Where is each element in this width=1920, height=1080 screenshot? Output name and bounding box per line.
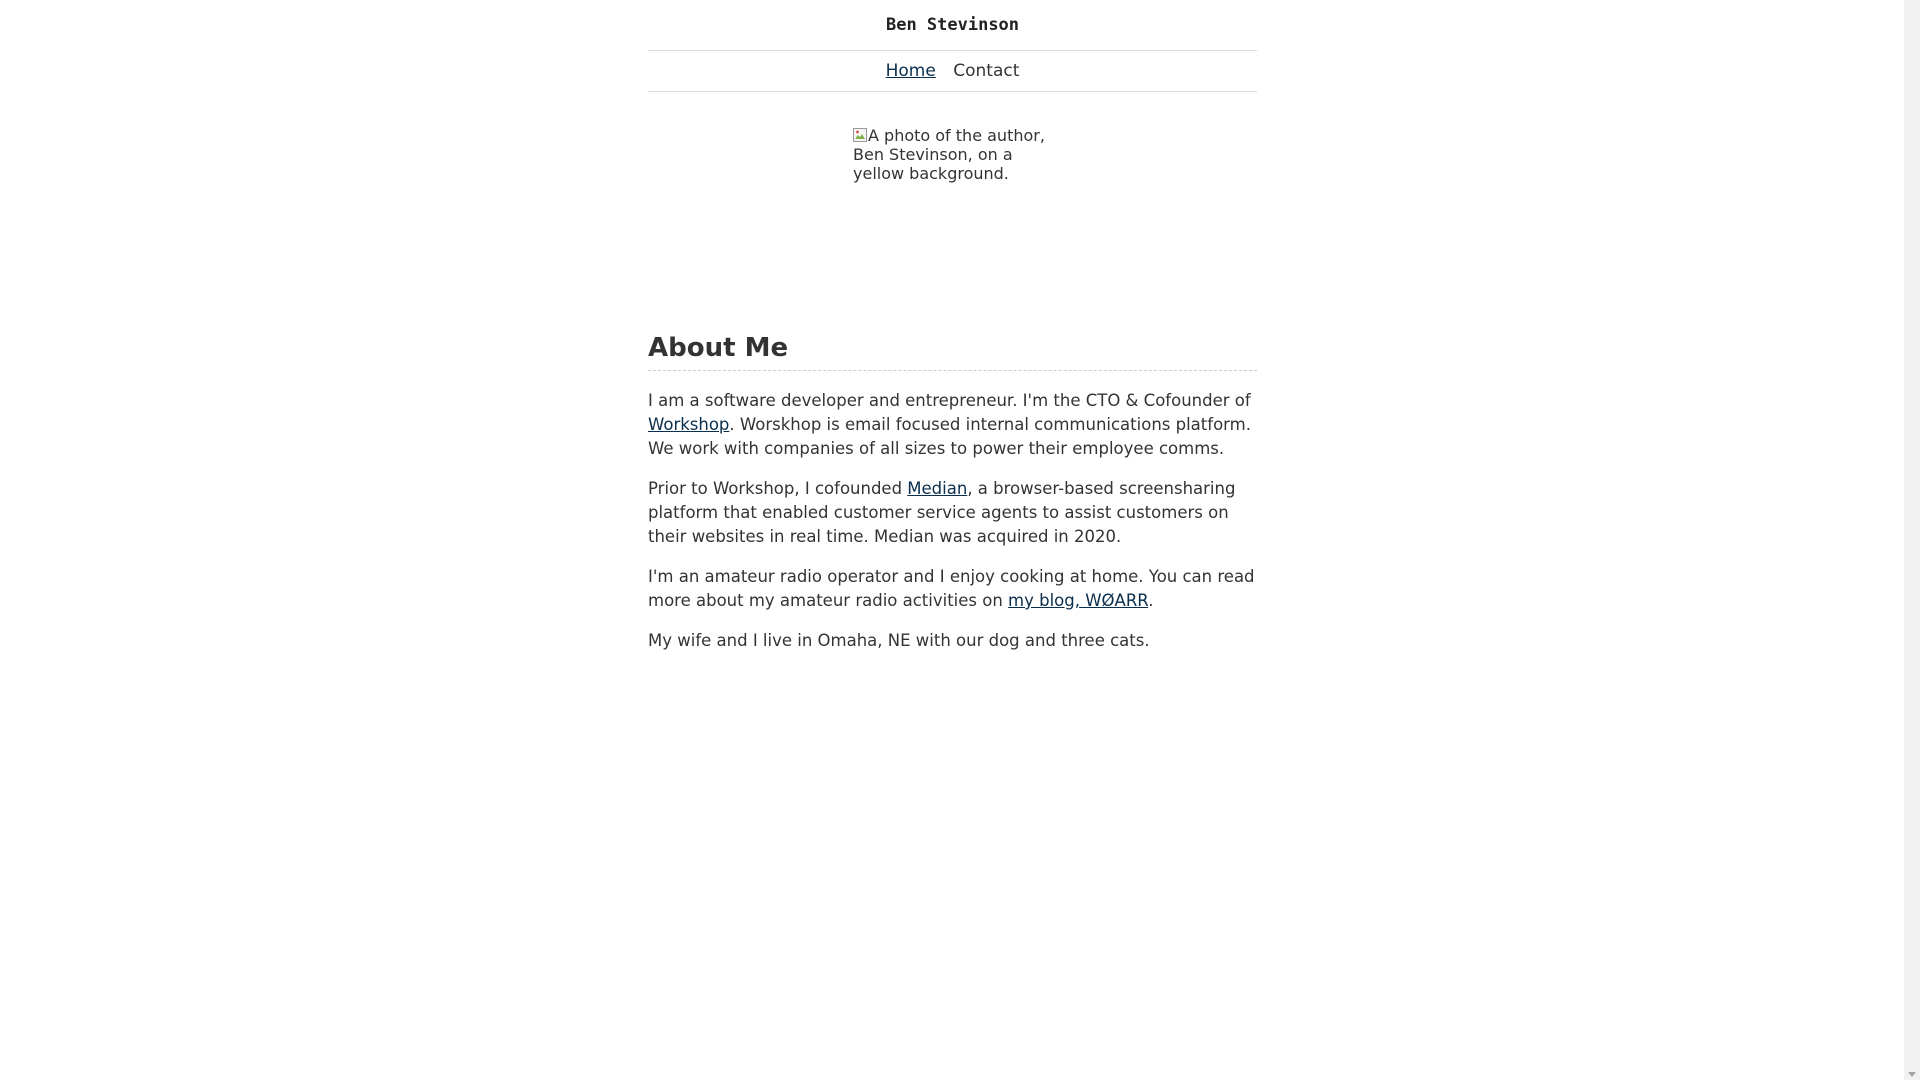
blog-link[interactable]: my blog, WØARR [1008, 591, 1149, 610]
content-column [648, 0, 1257, 653]
author-photo [853, 126, 1053, 322]
nav-contact-link[interactable]: Contact [953, 61, 1020, 81]
about-p2-text-before: Prior to Workshop, I cofounded [648, 479, 908, 498]
about-heading: About Me [648, 332, 1257, 371]
about-paragraph-4: My wife and I live in Omaha, NE with our dog and three cats. [648, 631, 1150, 650]
about-paragraph-2 [648, 477, 1257, 549]
workshop-link[interactable]: Workshop [648, 415, 730, 434]
about-p1-text-before: I am a software developer and entrepreneur. I'm the CTO & Cofounder of [648, 391, 1251, 410]
nav-home-link[interactable]: Home [885, 61, 936, 81]
chevron-down-icon[interactable] [1908, 1072, 1916, 1077]
about-p3-text-before: I'm an amateur radio operator and I enjoy cooking at home. You can read more about my amateur radio activities on [648, 567, 1255, 610]
vertical-scrollbar[interactable] [1904, 0, 1920, 1080]
about-p3-text-after: . [1148, 591, 1154, 610]
broken-image-icon [853, 128, 867, 142]
median-link[interactable]: Median [907, 479, 968, 498]
about-paragraph-3 [648, 565, 1257, 613]
site-title[interactable]: Ben Stevinson [648, 0, 1257, 51]
about-p1-text-after: . Worskhop is email focused internal communications platform. We work with companies of all sizes to power their employee comms. [648, 415, 1251, 458]
main-nav [648, 51, 1257, 92]
author-photo-alt-text: A photo of the author, Ben Stevinson, on a yellow background. [853, 126, 1045, 183]
about-paragraph-1 [648, 389, 1257, 461]
author-photo-area [648, 126, 1257, 322]
about-p2-text-after: , a browser-based screensharing platform that enabled customer service agents to assist customers on their websites in real time. Median was acquired in 2020. [648, 479, 1236, 546]
